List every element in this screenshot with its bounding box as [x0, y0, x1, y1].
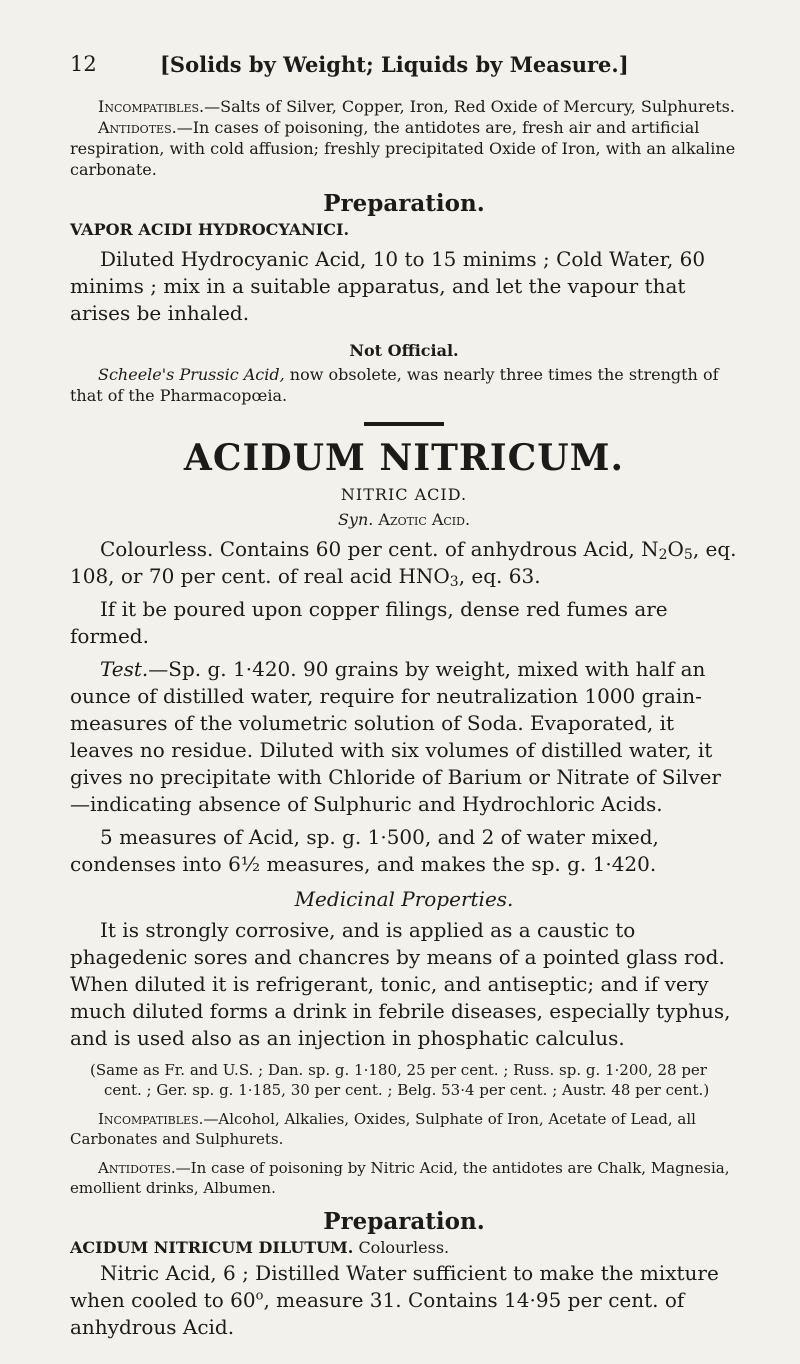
- degree-sign: o: [255, 1288, 264, 1304]
- nitric-incompatibles-label: Incompatibles.: [98, 1110, 204, 1128]
- test-text: —Sp. g. 1·420. 90 grains by weight, mixed with half an ounce of distilled water, require for neutralization 1000 grain-measures of the volumetric solution of Soda. Evaporated, it leaves no residue. Diluted with six volumes of distilled water, it gives no precipitate with Chloride of Barium or Nitrate of Silver—indicating absence of Sulphuric and Hydrochloric Acids.: [70, 657, 721, 816]
- nitric-antidotes-label: Antidotes.: [98, 1159, 176, 1177]
- antidotes-paragraph: [70, 117, 738, 180]
- nitric-title: ACIDUM NITRICUM.: [183, 437, 625, 479]
- test-paragraph: [70, 656, 738, 818]
- fumes-paragraph: If it be poured upon copper filings, dense red fumes are formed.: [70, 597, 668, 648]
- nitric-preparation-heading: Preparation.: [323, 1208, 485, 1235]
- diluted-text-a: Nitric Acid, 6 ; Distilled Water sufficient to make the mixture when cooled to 60: [70, 1261, 719, 1312]
- measures-paragraph: 5 measures of Acid, sp. g. 1·500, and 2 of water mixed, condenses into 6½ measures, and makes the sp. g. 1·420.: [70, 825, 659, 876]
- vapor-title: VAPOR ACIDI HYDROCYANICI.: [70, 220, 350, 239]
- nitric-antidotes-paragraph: [70, 1158, 738, 1198]
- pharmacopoeia-comparison: (Same as Fr. and U.S. ; Dan. sp. g. 1·180, 25 per cent. ; Russ. sp. g. 1·200, 28 per cent. ; Ger. sp. g. 1·185, 30 per cent. ; Belg. 53·4 per cent. ; Austr. 48 per cent.): [90, 1061, 710, 1099]
- vapor-paragraph: Diluted Hydrocyanic Acid, 10 to 15 minims ; Cold Water, 60 minims ; mix in a suitable apparatus, and let the vapour that arises be inhaled.: [70, 247, 706, 325]
- medicinal-heading: [70, 886, 738, 913]
- not-official-heading: Not Official.: [349, 341, 459, 360]
- incompatibles-paragraph: [70, 96, 738, 117]
- antidotes-label: Antidotes.: [98, 118, 177, 137]
- medicinal-paragraph: It is strongly corrosive, and is applied as a caustic to phagedenic sores and chancres by means of a pointed glass rod. When diluted it is refrigerant, tonic, and antiseptic; and if very much diluted forms a drink in febrile diseases, especially typhus, and is used also as an injection in phosphatic calculus.: [70, 918, 731, 1050]
- subscript-2: 2: [658, 546, 668, 563]
- page-number: 12: [70, 52, 97, 76]
- diluted-note: Colourless.: [358, 1238, 450, 1257]
- subscript-3: 3: [449, 573, 459, 590]
- synonym-line: [70, 509, 738, 530]
- colourless-text-a: Colourless. Contains 60 per cent. of anhydrous Acid, N: [100, 537, 659, 561]
- scheele-paragraph: [70, 364, 738, 406]
- nitric-incompatibles-text: —Alcohol, Alkalies, Oxides, Sulphate of Iron, Acetate of Lead, all Carbonates and Sulphurets.: [70, 1110, 696, 1148]
- medicinal-heading-text: Medicinal Properties.: [294, 887, 514, 911]
- subscript-5: 5: [683, 546, 693, 563]
- diluted-title: ACIDUM NITRICUM DILUTUM.: [70, 1238, 354, 1257]
- nitric-subtitle: NITRIC ACID.: [340, 485, 468, 504]
- nitric-antidotes-text: —In case of poisoning by Nitric Acid, the antidotes are Chalk, Magnesia, emollient drinks, Albumen.: [70, 1159, 730, 1197]
- test-label: Test.: [100, 657, 149, 681]
- scheele-text: now obsolete, was nearly three times the strength of that of the Pharmacopœia.: [70, 365, 719, 405]
- diluted-paragraph: [70, 1260, 738, 1341]
- preparation-heading: Preparation.: [323, 190, 485, 217]
- scheele-italic: Scheele's Prussic Acid,: [98, 365, 285, 384]
- diluted-title-line: [70, 1237, 738, 1258]
- page-header: [0, 52, 800, 82]
- running-title: [Solids by Weight; Liquids by Measure.]: [160, 52, 629, 77]
- colourless-text-b: , eq. 108, or 70 per cent. of real acid HNO: [70, 537, 737, 588]
- section-divider: [364, 422, 444, 426]
- nitric-incompatibles-paragraph: [70, 1109, 738, 1149]
- colourless-paragraph: [70, 536, 738, 590]
- incompatibles-label: Incompatibles.: [98, 97, 205, 116]
- synonym-text: Azotic Acid.: [378, 510, 471, 529]
- antidotes-text: —In cases of poisoning, the antidotes are, fresh air and artificial respiration, with cold affusion; freshly precipitated Oxide of Iron, with an alkaline carbonate.: [70, 118, 736, 179]
- page-content: [70, 96, 738, 1341]
- colourless-text-c: , eq. 63.: [458, 564, 541, 588]
- synonym-label: Syn.: [337, 510, 374, 529]
- oxygen-letter: O: [667, 537, 684, 561]
- diluted-text-b: , measure 31. Contains 14·95 per cent. of anhydrous Acid.: [70, 1288, 685, 1339]
- incompatibles-text: —Salts of Silver, Copper, Iron, Red Oxide of Mercury, Sulphurets.: [204, 97, 735, 116]
